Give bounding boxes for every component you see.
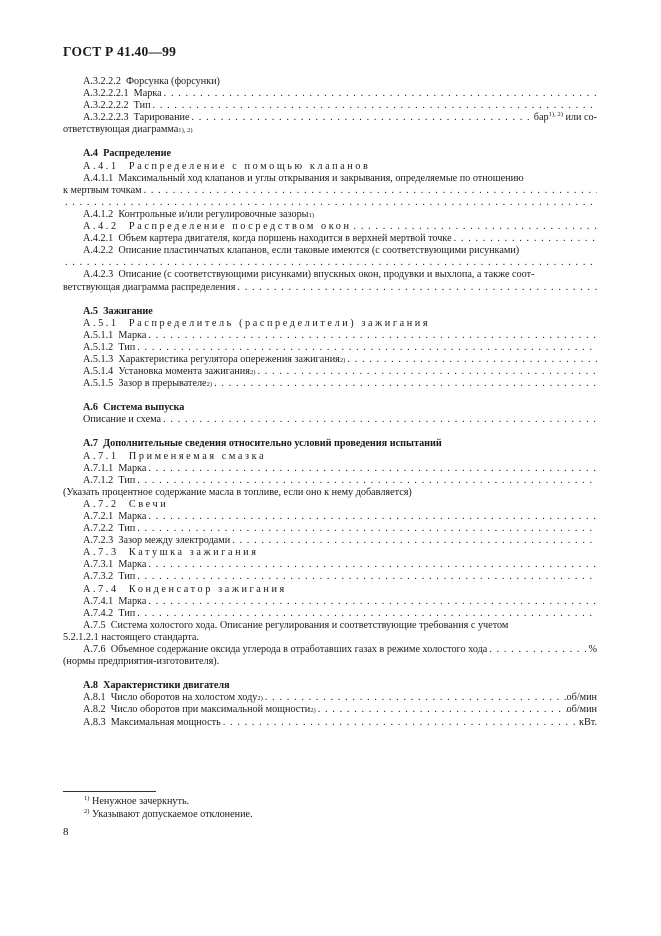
a4-line-10: А.4.2.3 Описание (с соответствующими рисунками) впускных окон, продувки и выхлопа, а также соот-: [83, 269, 535, 281]
leader-dots: [487, 644, 588, 656]
a7-line-12: А.7.4 Конденсатор зажигания: [83, 583, 287, 595]
footnote-1: $^{1)}$ Ненужное зачеркнуть.: [84, 795, 190, 807]
leader-dots: [452, 233, 597, 245]
leader-dots: [255, 366, 597, 378]
a7-line-7: А.7.2.2 Тип . . .: [63, 523, 597, 535]
a7-line-17: А.7.6 Объемное содержание оксида углерода в отработавших газах в режиме холостого хода . . . %: [63, 644, 597, 656]
leader-dots: [135, 342, 597, 354]
a4-line-11: ветствующая диаграмма распределения . . .: [63, 282, 597, 294]
a7-line-8: А.7.2.3 Зазор между электродами . . .: [63, 535, 597, 547]
leader-dots: [135, 523, 597, 535]
a7-line-9: А.7.3 Катушка зажигания: [83, 547, 259, 559]
section-a7-title: А.7 Дополнительные сведения относительно условий проведения испытаний: [83, 438, 442, 450]
leader-dots: [190, 112, 534, 124]
a5-line-4: А.5.1.3 Характеристика регулятора опережения зажигания 2) . . .: [63, 354, 597, 366]
a7-line-11: А.7.3.2 Тип . . .: [63, 571, 597, 583]
a4-line-7: А.4.2.1 Объем картера двигателя, когда поршень находится в верхней мертвой точке . . .: [63, 233, 597, 245]
leader-dots: [212, 378, 597, 390]
page-number: 8: [63, 826, 69, 838]
leader-dots: [230, 535, 597, 547]
a5-line-5: А.5.1.4 Установка момента зажигания 2) . . .: [63, 366, 597, 378]
a7-line-3: А.7.1.2 Тип . . .: [63, 475, 597, 487]
leader-dots: [146, 463, 597, 475]
leader-dots: [135, 475, 597, 487]
a6-line-1: Описание и схема . . .: [63, 414, 597, 426]
a7-line-1: А.7.1 Применяемая смазка: [83, 450, 267, 462]
leader-dots: [151, 100, 597, 112]
leader-dots: [142, 185, 597, 197]
leader-dots: [352, 221, 597, 233]
document-body: [63, 76, 597, 729]
footnote-2: $^{2)}$ Указывают допускаемое отклонение.: [84, 808, 253, 820]
a4-line-9: [63, 257, 597, 269]
a7-line-2: А.7.1.1 Марка . . .: [63, 463, 597, 475]
leader-dots: [345, 354, 597, 366]
leader-dots: [135, 571, 597, 583]
a7-line-10: А.7.3.1 Марка . . .: [63, 559, 597, 571]
a5-line-1: А.5.1 Распределитель (распределители) зажигания: [83, 317, 431, 329]
footnote-ref: 1), 2): [548, 111, 563, 119]
a3-line-2: А.3.2.2.2.1 Марка . . .: [63, 88, 597, 100]
a7-line-15: А.7.5 Система холостого хода. Описание регулирования и соответствующие требования с учетом: [83, 619, 509, 631]
a8-line-1: А.8.1 Число оборотов на холостом ходу 2) . . . об/мин: [63, 692, 597, 704]
a7-line-4: (Указать процентное содержание масла в топливе, если оно к нему добавляется): [63, 486, 412, 498]
footnote-divider: [63, 791, 156, 792]
a7-line-6: А.7.2.1 Марка . . .: [63, 511, 597, 523]
a7-line-13: А.7.4.1 Марка . . .: [63, 596, 597, 608]
a4-line-3: к мертвым точкам . . .: [63, 185, 597, 197]
a4-line-2: А.4.1.1 Максимальный ход клапанов и углы открывания и закрывания, определяемые по отношению: [83, 172, 524, 184]
a8-line-2: А.8.2 Число оборотов при максимальной мощности 2) . . . об/мин: [63, 704, 597, 716]
section-a5-title: А.5 Зажигание: [83, 305, 153, 317]
leader-dots: [161, 414, 597, 426]
leader-dots: [146, 330, 597, 342]
leader-dots: [146, 559, 597, 571]
a4-line-1: А.4.1 Распределение с помощью клапанов: [83, 160, 371, 172]
leader-dots: [263, 692, 567, 704]
a3-line-1: А.3.2.2.2 Форсунка (форсунки): [83, 76, 220, 87]
a7-line-16: 5.2.1.2.1 настоящего стандарта.: [63, 631, 199, 643]
section-a8-title: А.8 Характеристики двигателя: [83, 680, 230, 692]
leader-dots: [146, 596, 597, 608]
document-header: ГОСТ Р 41.40—99: [63, 44, 177, 59]
a3-line-4: А.3.2.2.2.3 Тарирование . . . бар$^{1), 2)}$ или со-: [63, 112, 597, 124]
a5-line-6: А.5.1.5 Зазор в прерывателе 2) . . .: [63, 378, 597, 390]
a4-line-4: [63, 197, 597, 209]
leader-dots: [63, 257, 597, 269]
a4-line-6: А.4.2 Распределение посредством окон . . .: [63, 221, 597, 233]
leader-dots: [63, 197, 597, 209]
a4-line-8: А.4.2.2 Описание пластинчатых клапанов, если таковые имеются (с соответствующими рисунками): [83, 245, 520, 257]
leader-dots: [162, 88, 597, 100]
a7-line-18: (нормы предприятия-изготовителя).: [63, 656, 220, 668]
a8-line-3: А.8.3 Максимальная мощность . . . кВт.: [63, 717, 597, 729]
leader-dots: [316, 704, 567, 716]
a5-line-3: А.5.1.2 Тип . . .: [63, 342, 597, 354]
a7-line-14: А.7.4.2 Тип . . .: [63, 608, 597, 620]
a5-line-2: А.5.1.1 Марка . . .: [63, 330, 597, 342]
leader-dots: [146, 511, 597, 523]
a7-line-5: А.7.2 Свечи: [83, 498, 169, 510]
leader-dots: [221, 717, 579, 729]
a4-line-5: А.4.1.2 Контрольные и/или регулировочные зазоры 1): [83, 208, 315, 220]
section-a6-title: А.6 Система выпуска: [83, 402, 185, 414]
leader-dots: [235, 282, 597, 294]
a3-line-3: А.3.2.2.2.2 Тип . . .: [63, 100, 597, 112]
a3-line-5: ответствующая диаграмма 1), 2): [63, 124, 193, 136]
section-a4-title: А.4 Распределение: [83, 148, 172, 160]
leader-dots: [135, 608, 597, 620]
